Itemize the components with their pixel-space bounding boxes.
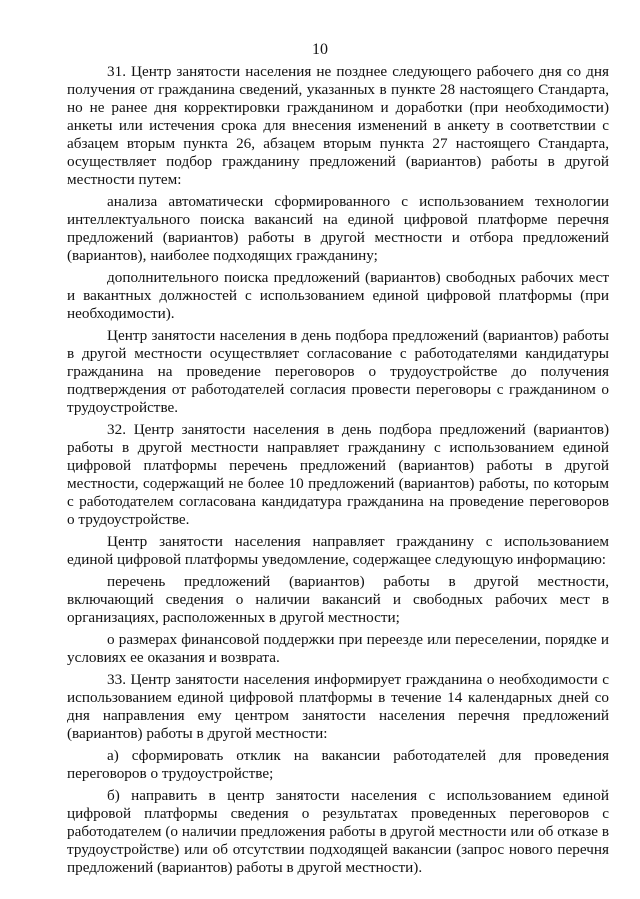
paragraph-financial-support: о размерах финансовой поддержки при переезде или переселении, порядке и условиях ее оказания и возврата. <box>67 631 609 666</box>
paragraph-offers-list: перечень предложений (вариантов) работы в другой местности, включающий сведения о наличии вакансий и свободных рабочих мест в организациях, расположенных в другой местности; <box>67 573 609 626</box>
paragraph-analysis: анализа автоматически сформированного с использованием технологии интеллектуального поиска вакансий на единой цифровой платформе перечня предложений (вариантов) работы в другой местности и отбора предложений (вариантов), наиболее подходящих гражданину; <box>67 193 609 264</box>
document-body <box>67 63 609 881</box>
paragraph-31-intro: 31. Центр занятости населения не позднее следующего рабочего дня со дня получения от гражданина сведений, указанных в пункте 28 настоящего Стандарта, но не ранее дня корректировки гражданином и доработки (при необходимости) анкеты или истечения срока для внесения изменений в анкету в соответствии с абзацем вторым пункта 26, абзацем вторым пункта 27 настоящего Стандарта, осуществляет подбор гражданину предложений (вариантов) работы в другой местности путем: <box>67 63 609 188</box>
page-number: 10 <box>312 41 328 58</box>
paragraph-32: 32. Центр занятости населения в день подбора предложений (вариантов) работы в другой местности направляет гражданину с использованием единой цифровой платформы перечень предложений (вариантов) работы в другой местности, содержащий не более 10 предложений (вариантов) работы, по которым с работодателем согласована кандидатура гражданина на проведение переговоров о трудоустройстве. <box>67 421 609 528</box>
paragraph-33: 33. Центр занятости населения информирует гражданина о необходимости с использованием единой цифровой платформы в течение 14 календарных дней со дня направления ему центром занятости населения перечня предложений (вариантов) работы в другой местности: <box>67 671 609 742</box>
paragraph-33-a: а) сформировать отклик на вакансии работодателей для проведения переговоров о трудоустройстве; <box>67 747 609 782</box>
paragraph-33-b: б) направить в центр занятости населения с использованием единой цифровой платформы сведения о результатах проведенных переговоров с работодателем (о наличии предложения работы в другой местности или об отказе в трудоустройстве) или об отсутствии подходящей вакансии (запрос нового перечня предложений (вариантов) работы в другой местности). <box>67 787 609 876</box>
paragraph-notification: Центр занятости населения направляет гражданину с использованием единой цифровой платформы уведомление, содержащее следующую информацию: <box>67 533 609 568</box>
paragraph-employer-approval: Центр занятости населения в день подбора предложений (вариантов) работы в другой местности осуществляет согласование с работодателями кандидатуры гражданина на проведение переговоров о трудоустройстве до получения подтверждения от работодателей согласия провести переговоры с гражданином о трудоустройстве. <box>67 327 609 416</box>
paragraph-additional-search: дополнительного поиска предложений (вариантов) свободных рабочих мест и вакантных должностей с использованием единой цифровой платформы (при необходимости). <box>67 269 609 322</box>
